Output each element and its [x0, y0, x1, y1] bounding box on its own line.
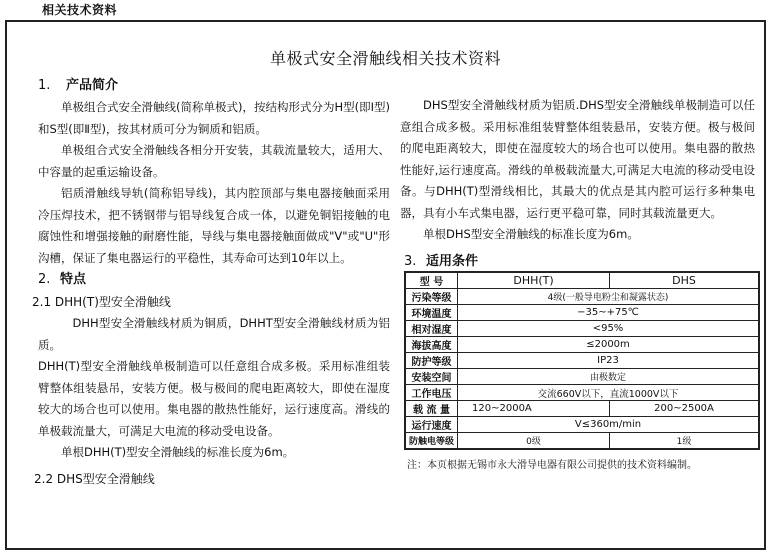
section-title: 适用条件 [426, 254, 479, 269]
row-label: 环境温度 [405, 305, 458, 321]
paragraph: 单根DHS型安全滑触线的标准长度为6m。 [423, 227, 639, 241]
row-value: IP23 [458, 353, 760, 369]
row-label: 防触电等级 [405, 433, 458, 450]
table-header-cell: DHS [610, 272, 760, 289]
table-row [405, 305, 759, 321]
paragraph: 单根DHH(T)型安全滑触线的标准长度为6m。 [61, 445, 295, 459]
section-title: 特点 [60, 272, 87, 287]
table-header-row [405, 272, 759, 289]
table-row [405, 417, 759, 433]
header-label: 相关技术资料 [42, 3, 118, 17]
conditions-table [404, 271, 760, 450]
subsection-2-1-heading: 2.1 DHH(T)型安全滑触线 [32, 295, 171, 309]
paragraph: 铝质滑触线导轨(简称铝导线)，其内腔顶部与集电器接触面采用冷压焊技术，把不锈钢带与铝导线复合成一体，以避免铜铝接触的电腐蚀性和增强接触的耐磨性能，导线与集电器接触面做成"V"或"U"形沟槽，保证了集电器运行的平稳性，其寿命可达到10年以上。 [38, 186, 390, 265]
section-3-heading [404, 250, 478, 269]
row-value-dhs: 200~2500A [610, 401, 760, 417]
table-row [405, 321, 759, 337]
paragraph: 单极组合式安全滑触线各相分开安装，其载流量较大，适用大、中容量的起重运输设备。 [38, 143, 390, 179]
table-row [405, 369, 759, 385]
paragraph: DHS型安全滑触线材质为铝质.DHS型安全滑触线单极制造可以任意组合成多极。采用标准组装臂整体组装悬吊，安装方便。极与极间的爬电距离较大，即使在湿度较大的场合也可以使用。集电器的散热性能好,运行速度高。滑线的单极载流量大,可满足大电流的移动受电设备。与DHH(T)型滑线相比，其最大的优点是其内腔可运行多种集电器，具有小车式集电器，运行更平稳可靠，同时其载流量更大。 [400, 98, 755, 220]
section-number: 3. [404, 254, 417, 269]
section-1-heading [38, 75, 390, 97]
table-row [405, 289, 759, 305]
table-header-cell: DHH(T) [458, 272, 610, 289]
row-value: <95% [458, 321, 760, 337]
footnote: 注：本页根据无锡市永大滑导电器有限公司提供的技术资料编制。 [407, 460, 697, 471]
table-row [405, 353, 759, 369]
paragraph: 单极组合式安全滑触线(简称单极式)，按结构形式分为H型(即Ⅰ型)和S型(即Ⅱ型)，按其材质可分为铜质和铝质。 [38, 100, 390, 136]
row-value-dhh: 0级 [458, 433, 610, 450]
row-value-dhs: 1级 [610, 433, 760, 450]
row-label: 安装空间 [405, 369, 458, 385]
row-label: 海拔高度 [405, 337, 458, 353]
section-number: 1. [38, 78, 51, 93]
row-value: ≤2000m [458, 337, 760, 353]
section-title: 产品简介 [66, 78, 119, 93]
table-header-cell: 型 号 [405, 272, 458, 289]
section-2-heading [38, 269, 390, 291]
row-value: 交流660V以下，直流1000V以下 [458, 385, 760, 401]
right-column [400, 75, 755, 246]
row-value-dhh: 120~2000A [458, 401, 610, 417]
row-value: 4级(一般导电粉尘和凝露状态) [458, 289, 760, 305]
subsection-2-2-heading: 2.2 DHS型安全滑触线 [34, 471, 155, 486]
row-label: 工作电压 [405, 385, 458, 401]
row-label: 防护等级 [405, 353, 458, 369]
row-label: 运行速度 [405, 417, 458, 433]
table-row [405, 337, 759, 353]
row-value: 由极数定 [458, 369, 760, 385]
row-value: V≤360m/min [458, 417, 760, 433]
paragraph: DHH型安全滑触线材质为铜质，DHHT型安全滑触线材质为铝质。 [38, 316, 390, 352]
section-number: 2. [38, 272, 51, 287]
table-row [405, 401, 759, 417]
paragraph: DHH(T)型安全滑触线单极制造可以任意组合成多极。采用标准组装臂整体组装悬吊，安装方便。极与极间的爬电距离较大，即使在湿度较大的场合也可以使用。集电器的散热性能好，运行速度高。滑线的单极载流量大，可满足大电流的移动受电设备。 [38, 359, 390, 438]
row-label: 相对湿度 [405, 321, 458, 337]
left-column [32, 75, 390, 490]
row-label: 污染等级 [405, 289, 458, 305]
row-label: 载 流 量 [405, 401, 458, 417]
table-row [405, 433, 759, 450]
document-title: 单极式安全滑触线相关技术资料 [269, 49, 501, 68]
row-value: −35~+75℃ [458, 305, 760, 321]
table-row [405, 385, 759, 401]
